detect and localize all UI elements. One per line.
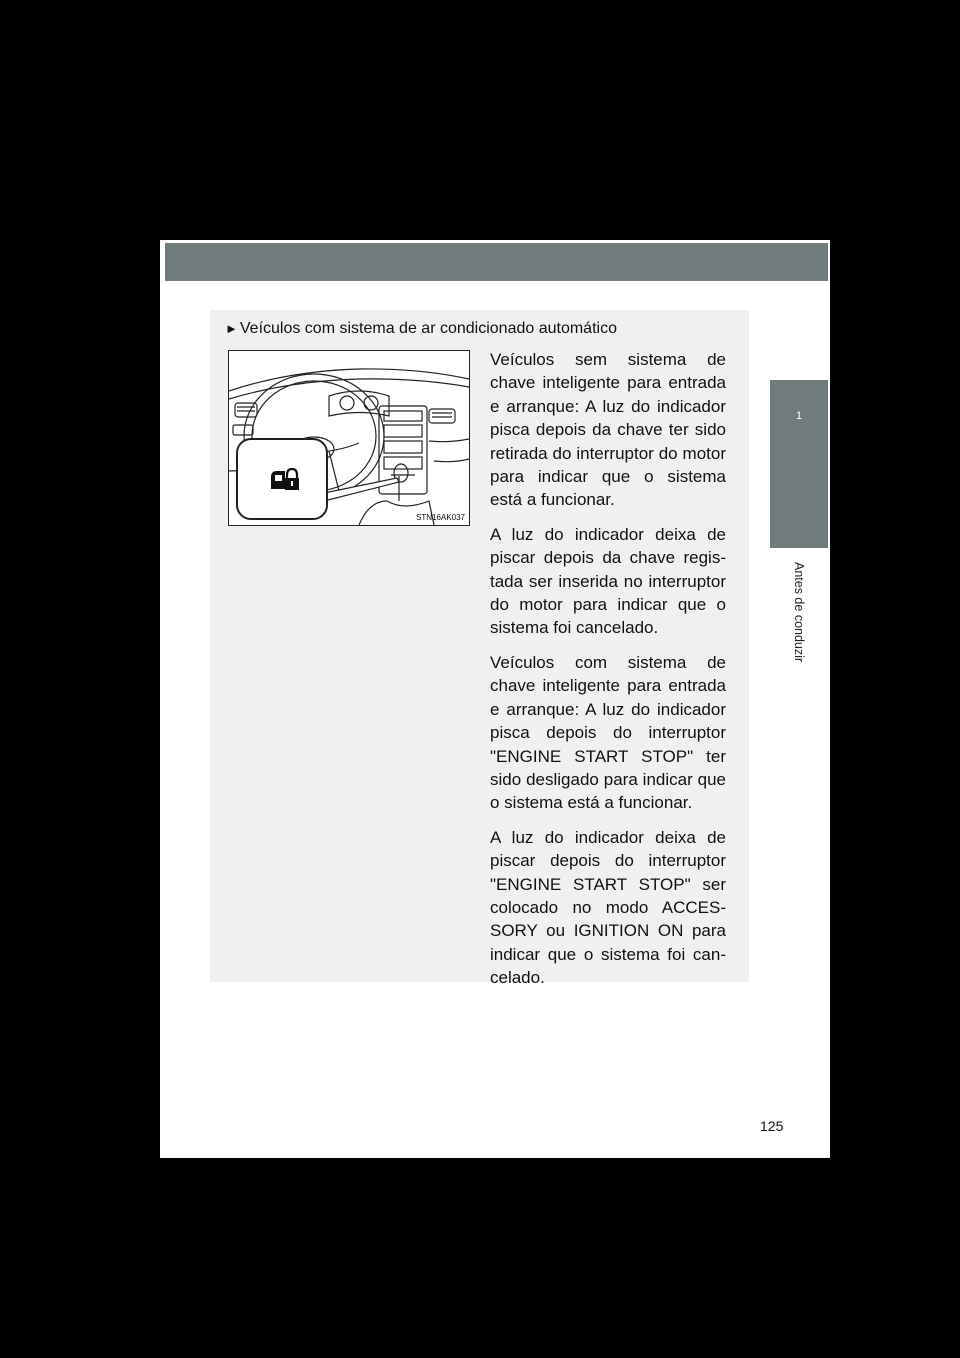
text-column <box>490 348 726 1001</box>
content-box <box>210 310 749 988</box>
dashboard-drawing <box>229 351 469 525</box>
chapter-title: Antes de conduzir <box>792 562 806 663</box>
section-heading <box>225 320 745 338</box>
page-number: 125 <box>760 1118 784 1134</box>
chapter-number: 1 <box>795 410 803 422</box>
paragraph: A luz do indicador deixa de piscar depois do interruptor "ENGINE START STOP" ser colocado no modo ACCESSORY ou IGNITION ON para indicar que o sistema foi cancelado. <box>490 827 726 988</box>
section-heading-text: Veículos com sistema de ar condicionado automático <box>239 320 617 337</box>
header-band <box>165 243 828 281</box>
paragraph: A luz do indicador deixa de piscar depois da chave registada ser inserida no interruptor do motor para indicar que o sistema foi cancelado. <box>490 524 726 638</box>
triangle-bullet-icon: ► <box>225 321 238 336</box>
paragraph: Veículos com sistema de chave inteligente para entrada e arranque: A luz do indicador pisca depois do interruptor "ENGINE START STOP" ter sido desligado para indicar que o sistema está a funcionar. <box>490 652 726 813</box>
chapter-tab <box>770 380 828 548</box>
manual-page <box>160 240 830 1158</box>
dashboard-illustration <box>228 350 470 526</box>
chapter-side-label <box>772 562 826 812</box>
figure-code: STN16AK037 <box>416 513 465 522</box>
paragraph: Veículos sem sistema de chave inteligente para entrada e arranque: A luz do indicador pisca depois da chave ter sido retirada do interruptor do motor para indicar que o sistema está a funcionar. <box>490 350 726 510</box>
